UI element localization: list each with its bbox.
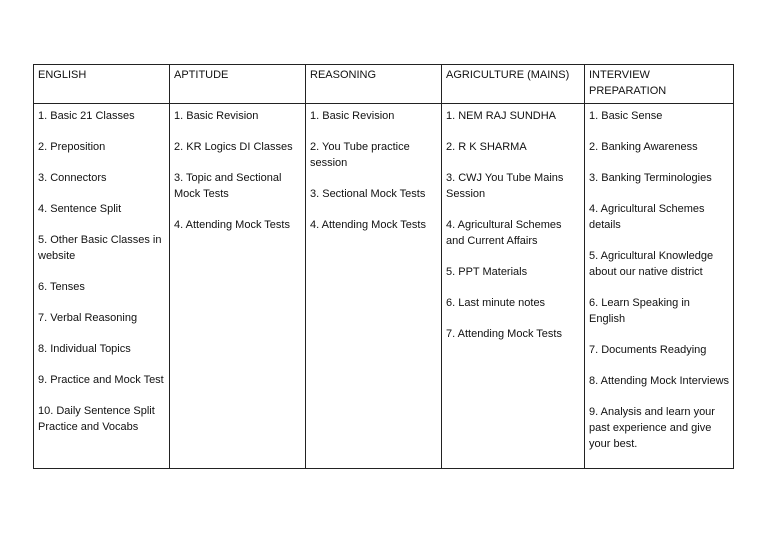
list-item: 3. Sectional Mock Tests [310,188,426,200]
list-item: 5. Other Basic Classes in website [38,234,162,262]
list-item: 3. Topic and Sectional Mock Tests [174,172,282,200]
list-item: 7. Attending Mock Tests [446,328,562,340]
column-header-reasoning: REASONING [306,65,442,104]
list-item: 4. Agricultural Schemes details [589,203,705,231]
list-item: 6. Last minute notes [446,297,546,309]
list-item: 2. You Tube practice session [310,141,410,169]
list-item: 6. Learn Speaking in English [589,297,690,325]
list-item: 5. PPT Materials [446,266,528,278]
list-item: 3. Connectors [38,172,107,184]
list-item: 2. Banking Awareness [589,141,698,153]
column-header-aptitude: APTITUDE [170,65,306,104]
list-item: 2. KR Logics DI Classes [174,141,293,153]
list-item: 1. Basic 21 Classes [38,110,135,122]
list-item: 7. Verbal Reasoning [38,312,138,324]
column-header-interview: INTERVIEW PREPARATION [585,65,734,104]
table-row [34,104,734,469]
column-header-agriculture: AGRICULTURE (MAINS) [442,65,585,104]
list-item: 2. Preposition [38,141,106,153]
list-item: 3. CWJ You Tube Mains Session [446,172,564,200]
list-item: 9. Analysis and learn your past experience and give your best. [589,406,715,450]
list-item: 4. Sentence Split [38,203,122,215]
cell-aptitude [170,104,306,469]
cell-english [34,104,170,469]
list-item: 9. Practice and Mock Test [38,374,164,386]
list-item: 6. Tenses [38,281,85,293]
list-item: 3. Banking Terminologies [589,172,712,184]
list-item: 1. NEM RAJ SUNDHA [446,110,557,122]
table-header-row [34,65,734,104]
list-item: 8. Attending Mock Interviews [589,375,730,387]
study-plan-table [33,64,734,469]
list-item: 1. Basic Revision [310,110,395,122]
list-item: 4. Attending Mock Tests [310,219,426,231]
list-item: 5. Agricultural Knowledge about our native district [589,250,714,278]
cell-agriculture [442,104,585,469]
list-item: 1. Basic Sense [589,110,663,122]
list-item: 4. Attending Mock Tests [174,219,290,231]
list-item: 1. Basic Revision [174,110,259,122]
cell-reasoning [306,104,442,469]
column-header-english: ENGLISH [34,65,170,104]
cell-interview [585,104,734,469]
list-item: 2. R K SHARMA [446,141,527,153]
list-item: 8. Individual Topics [38,343,131,355]
list-item: 7. Documents Readying [589,344,707,356]
list-item: 4. Agricultural Schemes and Current Affairs [446,219,562,247]
list-item: 10. Daily Sentence Split Practice and Vocabs [38,405,155,433]
